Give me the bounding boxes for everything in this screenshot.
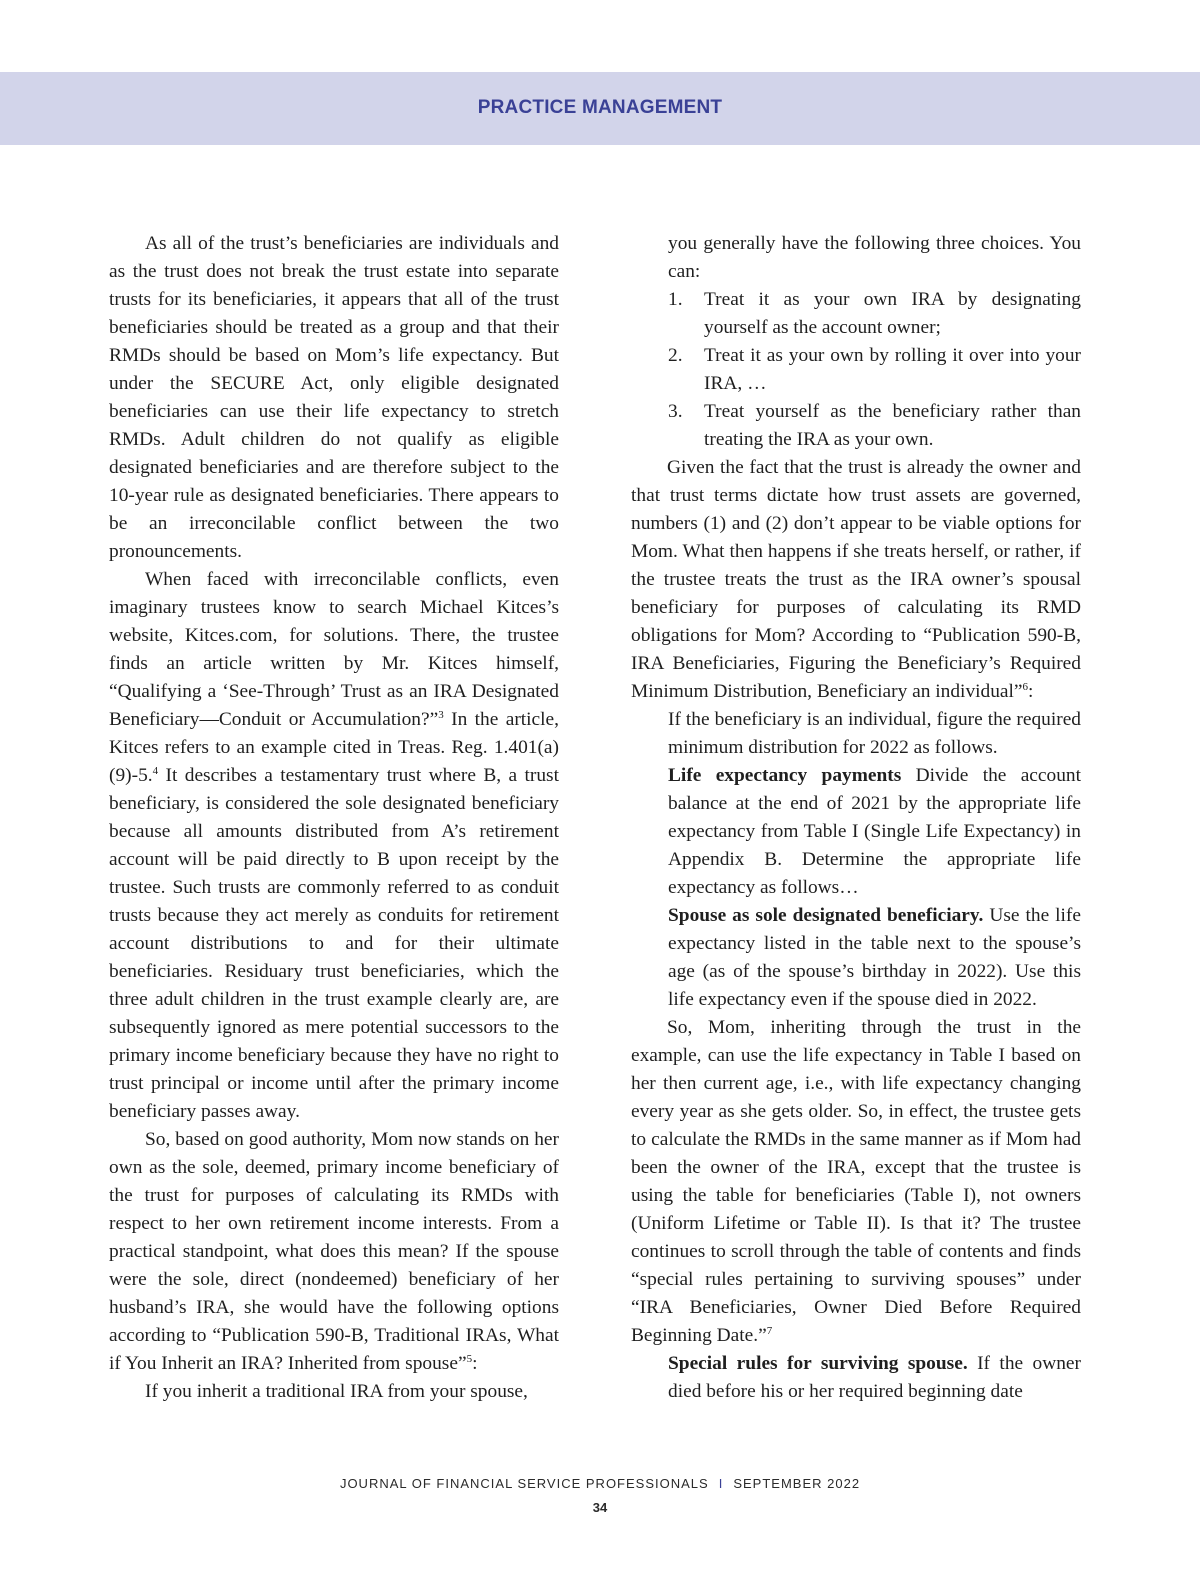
page-number: 34	[592, 1500, 608, 1515]
list-text: Treat yourself as the beneficiary rather than treating the IRA as your own.	[704, 401, 1081, 450]
paragraph	[631, 454, 1081, 706]
page-footer	[0, 1476, 1200, 1491]
paragraph	[109, 1126, 559, 1378]
quote-paragraph	[631, 1350, 1081, 1406]
list-item	[631, 342, 1081, 398]
quote-paragraph	[631, 762, 1081, 902]
quote-paragraph: If the beneficiary is an individual, figure the required minimum distribution for 2022 as follows.	[668, 709, 1081, 758]
footnote-ref: 7	[766, 1325, 773, 1337]
section-title: PRACTICE MANAGEMENT	[477, 97, 723, 118]
quote-paragraph: If you inherit a traditional IRA from your spouse,	[145, 1381, 528, 1402]
left-column	[109, 230, 559, 1406]
choices-list	[631, 286, 1081, 454]
list-item	[631, 286, 1081, 342]
footer-separator: I	[718, 1476, 724, 1491]
quote-heading: Spouse as sole designated beneficiary.	[668, 905, 984, 926]
text-run: It describes a testamentary trust where B, a trust beneficiary, is considered the sole designated beneficiary because all amounts distributed from A’s retirement account will be paid directly to B upon receipt by the trustee. Such trusts are commonly referred to as conduit trusts because they act merely as conduits for retirement account distributions to and for their ultimate beneficiaries. Residuary trust beneficiaries, which the three adult children in the trust example clearly are, are subsequently ignored as mere potential successors to the primary income beneficiary because they have no right to trust principal or income until after the primary income beneficiary passes away.	[109, 765, 559, 1122]
quote-heading: Special rules for surviving spouse.	[668, 1353, 968, 1374]
paragraph: As all of the trust’s beneficiaries are individuals and as the trust does not break the trust estate into separate trusts for its beneficiaries, it appears that all of the trust beneficiaries should be treated as a group and that their RMDs should be based on Mom’s life expectancy. But under the SECURE Act, only eligible designated beneficiaries can use their life expectancy to stretch RMDs. Adult children do not qualify as eligible designated beneficiaries and are therefore subject to the 10-year rule as designated beneficiaries. There appears to be an irreconcilable conflict between the two pronouncements.	[109, 233, 559, 562]
journal-name: JOURNAL OF FINANCIAL SERVICE PROFESSIONALS	[339, 1476, 709, 1491]
text-run: So, based on good authority, Mom now stands on her own as the sole, deemed, primary income beneficiary of the trust for purposes of calculating its RMDs with respect to her own retirement income interests. From a practical standpoint, what does this mean? If the spouse were the sole, direct (nondeemed) beneficiary of her husband’s IRA, she would have the following options according to “Publication 590-B, Traditional IRAs, What if You Inherit an IRA? Inherited from spouse”	[109, 1129, 559, 1374]
list-text: Treat it as your own IRA by designating yourself as the account owner;	[704, 289, 1081, 338]
quote-paragraph: you generally have the following three choices. You can:	[668, 233, 1081, 282]
issue-date: SEPTEMBER 2022	[733, 1476, 861, 1491]
quote-heading: Life expectancy payments	[668, 765, 902, 786]
right-column	[631, 230, 1081, 1406]
list-number: 2.	[668, 345, 683, 366]
text-run: When faced with irreconcilable conflicts, even imaginary trustees know to search Michael Kitces’s website, Kitces.com, for solutions. There, the trustee finds an article written by Mr. Kitces himself, “Qualifying a ‘See-Through’ Trust as an IRA Designated Beneficiary—Conduit or Accumulation?”	[109, 569, 559, 730]
text-run: So, Mom, inheriting through the trust in the example, can use the life expectancy in Table I based on her then current age, i.e., with life expectancy changing every year as she gets older. So, in effect, the trustee gets to calculate the RMDs in the same manner as if Mom had been the owner of the IRA, except that the trustee is using the table for beneficiaries (Table I), not owners (Uniform Lifetime or Table II). Is that it? The trustee continues to scroll through the table of contents and finds “special rules pertaining to surviving spouses” under “IRA Beneficiaries, Owner Died Before Required Beginning Date.”	[631, 1017, 1081, 1346]
paragraph	[109, 566, 559, 1126]
text-run: :	[472, 1353, 478, 1374]
footnote-ref: 6	[1022, 681, 1029, 693]
list-text: Treat it as your own by rolling it over into your IRA, …	[704, 345, 1081, 394]
text-run: Use the life expectancy listed in the table next to the spouse’s age (as of the spouse’s birthday in 2022). Use this life expectancy even if the spouse died in 2022.	[668, 905, 1081, 1010]
list-item	[631, 398, 1081, 454]
paragraph	[631, 1014, 1081, 1350]
text-run: Given the fact that the trust is already the owner and that trust terms dictate how trust assets are governed, numbers (1) and (2) don’t appear to be viable options for Mom. What then happens if she treats herself, or rather, if the trustee treats the trust as the IRA owner’s spousal beneficiary for purposes of calculating its RMD obligations for Mom? According to “Publication 590-B, IRA Beneficiaries, Figuring the Beneficiary’s Required Minimum Distribution, Beneficiary an individual”	[631, 457, 1081, 702]
text-run: If the owner died before his or her required beginning date	[668, 1353, 1081, 1402]
list-number: 3.	[668, 401, 683, 422]
text-run: :	[1028, 681, 1034, 702]
footnote-ref: 5	[466, 1353, 473, 1365]
footnote-ref: 4	[152, 765, 159, 777]
text-run: Divide the account balance at the end of 2021 by the appropriate life expectancy from Table I (Single Life Expectancy) in Appendix B. Determine the appropriate life expectancy as follows…	[668, 765, 1081, 898]
quote-paragraph	[631, 902, 1081, 1014]
text-run: In the article, Kitces refers to an example cited in Treas. Reg. 1.401(a)(9)-5.	[109, 709, 559, 786]
list-number: 1.	[668, 289, 683, 310]
footnote-ref: 3	[438, 709, 444, 721]
